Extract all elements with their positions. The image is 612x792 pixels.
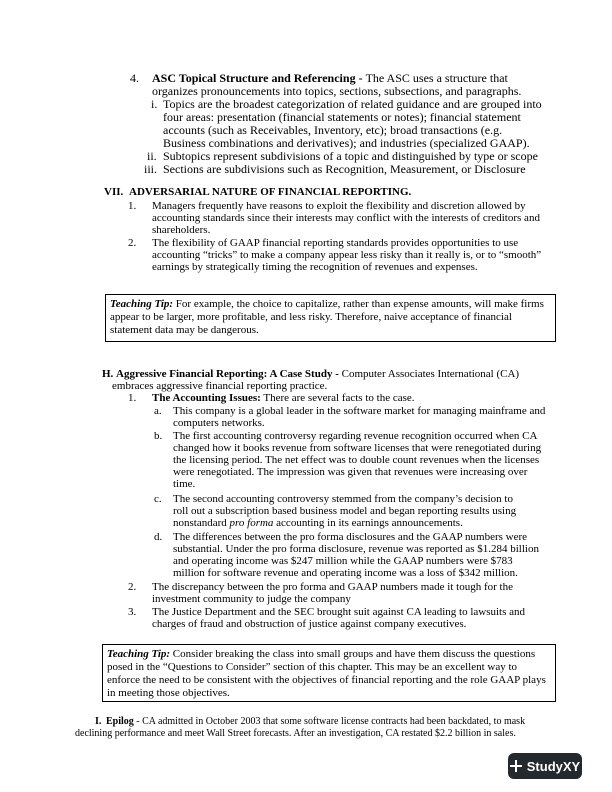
teaching-tip-line (107, 648, 535, 661)
sectionH-b-line: changed how it books revenue from software licenses that were renegotiated during (173, 442, 542, 454)
section7-heading-text: ADVERSARIAL NATURE OF FINANCIAL REPORTING (129, 186, 409, 198)
sectionH-b-line: the licensing period. The net effect was to double count revenues when the licenses (173, 454, 540, 466)
sectionH-d-line: and operating income was $247 million while the GAAP numbers were $783 (173, 555, 513, 567)
sectionH-b-line: time. (173, 478, 196, 490)
item4-iii-line: Sections are subdivisions such as Recognition, Measurement, or Disclosure (163, 162, 526, 176)
sectionI-line1 (106, 716, 525, 728)
sectionH-item2-number: 2. (128, 581, 137, 593)
sectionH-b-line: The first accounting controversy regarding revenue recognition occurred when CA (173, 430, 538, 442)
sectionH-c-line: The second accounting controversy stemmed from the company’s decision to (173, 493, 513, 505)
teaching-tip-line: enforce the need to be consistent with the objectives of financial reporting and the role GAAP plays (107, 674, 546, 686)
item4-bold: ASC Topical Structure and Referencing - (152, 71, 366, 85)
item4-heading (152, 71, 508, 85)
section7-item-number: 1. (128, 200, 137, 212)
section7-item-line: shareholders. (152, 224, 211, 236)
section7-number: VII. (104, 186, 124, 198)
sectionH-item2-line: investment community to judge the company (152, 593, 351, 605)
sectionH-item3-line: charges of fraud and obstruction of justice against company executives. (152, 618, 467, 630)
sectionH-d-line: substantial. Under the pro forma disclosure, revenue was reported as $1.284 billion (173, 543, 539, 555)
sectionH-d-line: million for software revenue and operating income was a loss of $342 million. (173, 567, 518, 579)
sectionH-number: H. (102, 368, 114, 380)
sectionH-c-label: c. (154, 493, 162, 505)
section7-item-number: 2. (128, 237, 137, 249)
sectionH-item1-number: 1. (128, 392, 137, 404)
sectionH-item3-line: The Justice Department and the SEC brought suit against CA leading to lawsuits and (152, 606, 526, 618)
teaching-tip-line (110, 298, 544, 311)
sectionH-item1-bold: The Accounting Issues: (152, 392, 261, 404)
item4-rest: The ASC uses a structure that (365, 71, 508, 85)
item4-iii-number: iii. (144, 162, 158, 176)
sectionH-intro: Computer Associates International (CA) (338, 368, 520, 380)
brand-text: StudyXY (526, 758, 581, 774)
sectionH-c-line: roll out a subscription based business model and began reporting results using (173, 505, 517, 517)
teaching-tip-line: posed in the “Questions to Consider” section of this chapter. This may be an excellent way to (107, 661, 518, 673)
item4-ii-line: Subtopics represent subdivisions of a topic and distinguished by type or scope (163, 149, 538, 163)
sectionH-b-label: b. (154, 430, 163, 442)
teaching-tip-label: Teaching Tip: (110, 298, 174, 310)
section7-heading: ADVERSARIAL NATURE OF FINANCIAL REPORTING. (129, 186, 412, 198)
sectionH-b-line: were renegotiated. The impression was given that revenues were increasing over (173, 466, 528, 478)
item4-i-number: i. (151, 97, 158, 111)
item4-i-line: accounts (such as Receivables, Inventory, etc); broad transactions (e.g. (163, 123, 503, 137)
item4-line2: organizes pronouncements into topics, sections, subsections, and paragraphs. (152, 84, 522, 98)
sectionH-a-line: computers networks. (173, 417, 265, 429)
teaching-tip-text: For example, the choice to capitalize, rather than expense amounts, will make firms (173, 298, 544, 310)
sectionH-c-line (173, 517, 463, 530)
item4-i-line: four areas: presentation (financial statements or notes); financial statement (163, 110, 521, 124)
sectionH-item3-number: 3. (128, 606, 137, 618)
teaching-tip-text: Consider breaking the class into small groups and have them discuss the questions (170, 648, 536, 660)
sectionI-heading: Epilog (106, 716, 134, 727)
sectionH-heading-bold: Aggressive Financial Reporting: A Case Study - (116, 368, 339, 380)
teaching-tip-line: appear to be larger, more profitable, and less risky. Therefore, naive acceptance of financial (110, 311, 512, 323)
item4-number: 4. (130, 71, 139, 85)
teaching-tip-line: in meeting those objectives. (107, 687, 230, 699)
teaching-tip-label: Teaching Tip: (107, 648, 171, 660)
sectionH-item1 (152, 392, 415, 405)
plus-icon (510, 760, 522, 772)
section7-item-line: Managers frequently have reasons to exploit the flexibility and discretion allowed by (152, 200, 526, 212)
sectionI-number: I. (95, 716, 102, 727)
item4-i-line: Topics are the broadest categorization of related guidance and are grouped into (163, 97, 542, 111)
sectionH-item1-rest: There are several facts to the case. (260, 392, 415, 404)
sectionH-c-l3a: nonstandard (173, 517, 230, 529)
teaching-tip-line: statement data may be dangerous. (110, 324, 259, 336)
sectionH-d-label: d. (154, 531, 163, 543)
sectionH-a-label: a. (154, 405, 162, 417)
section7-item-line: accounting “tricks” to make a company appear less risky than it really is, or to “smooth” (152, 249, 542, 261)
sectionH-intro2: embraces aggressive financial reporting practice. (112, 380, 328, 392)
sectionI-line2: declining performance and meet Wall Street forecasts. After an investigation, CA restated $2.2 billion in sales. (75, 728, 516, 739)
section7-item-line: The flexibility of GAAP financial reporting standards provides opportunities to use (152, 237, 519, 249)
section7-item-line: earnings by strategically timing the recognition of revenues and expenses. (152, 261, 478, 273)
sectionH-c-l3b: accounting in its earnings announcements. (273, 517, 463, 529)
sectionH-c-l3i: pro forma (229, 517, 274, 529)
item4-i-line: Business combinations and derivatives); and industries (specialized GAAP). (163, 136, 530, 150)
studyxy-logo[interactable] (508, 753, 582, 779)
sectionH-item2-line: The discrepancy between the pro forma and GAAP numbers made it tough for the (152, 581, 513, 593)
sectionH-d-line: The differences between the pro forma disclosures and the GAAP numbers were (173, 531, 528, 543)
sectionI-text: - CA admitted in October 2003 that some software license contracts had been backdated, to mask (133, 716, 526, 727)
item4-ii-number: ii. (147, 149, 157, 163)
section7-item-line: accounting standards since their interests may conflict with the interests of creditors and (152, 212, 540, 224)
sectionH-a-line: This company is a global leader in the software market for managing mainframe and (173, 405, 546, 417)
